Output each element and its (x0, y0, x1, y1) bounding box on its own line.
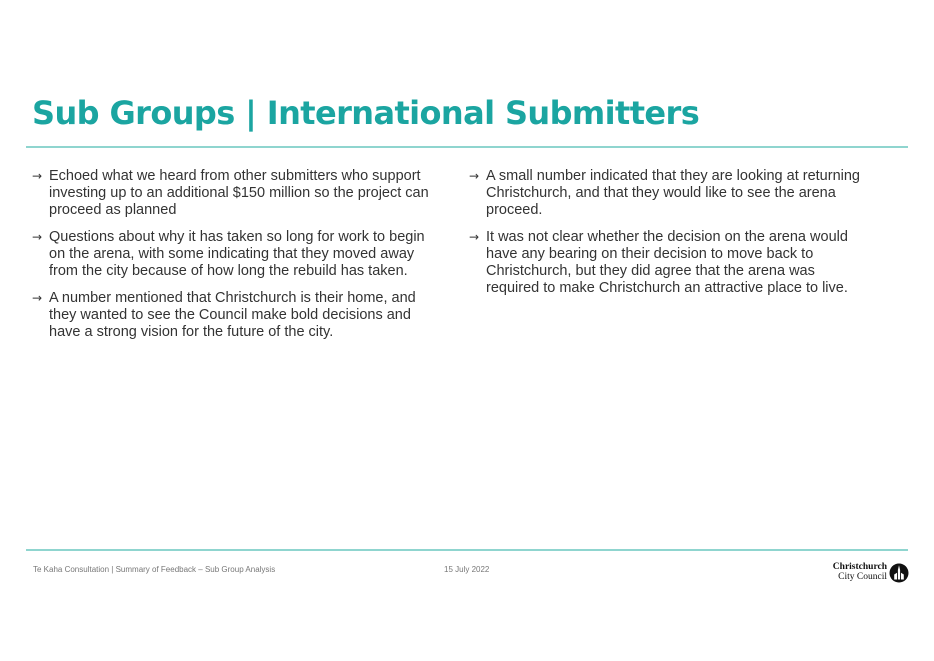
logo-wordmark (833, 563, 887, 582)
bullet-item (469, 229, 869, 297)
cathedral-emblem-icon (889, 563, 909, 583)
page-title: Sub Groups | International Submitters (32, 94, 700, 132)
bullet-text: It was not clear whether the decision on the arena would have any bearing on their decision to move back to Christchurch, but they did agree that the arena was required to make Christchurch an attractive place to live. (486, 229, 848, 296)
bullet-text: Questions about why it has taken so long for work to begin on the arena, with some indicating that they moved away from the city because of how long the rebuild has taken. (49, 229, 425, 279)
arrow-right-icon: → (32, 291, 43, 305)
footer-document-title: Te Kaha Consultation | Summary of Feedback – Sub Group Analysis (33, 565, 276, 574)
council-logo (831, 562, 909, 584)
arrow-right-icon: → (469, 230, 480, 244)
arrow-right-icon: → (32, 230, 43, 244)
logo-line-1: Christchurch (832, 562, 887, 572)
bullet-item (32, 290, 432, 341)
bullet-text: A number mentioned that Christchurch is their home, and they wanted to see the Council make bold decisions and have a strong vision for the future of the city. (49, 290, 416, 340)
bullet-text: A small number indicated that they are looking at returning Christchurch, and that they would like to see the arena proceed. (486, 168, 860, 218)
bullet-item (469, 168, 869, 219)
bullet-text: Echoed what we heard from other submitters who support investing up to an additional $150 million so the project can proceed as planned (49, 168, 429, 218)
footer-divider (26, 549, 908, 551)
title-divider (26, 146, 908, 148)
arrow-right-icon: → (32, 169, 43, 183)
footer-date: 15 July 2022 (444, 565, 490, 574)
arrow-right-icon: → (469, 169, 480, 183)
logo-line-2: City Council (838, 571, 887, 582)
bullet-item (32, 229, 432, 280)
left-bullet-list (32, 168, 432, 351)
bullet-item (32, 168, 432, 219)
right-bullet-list (469, 168, 869, 307)
